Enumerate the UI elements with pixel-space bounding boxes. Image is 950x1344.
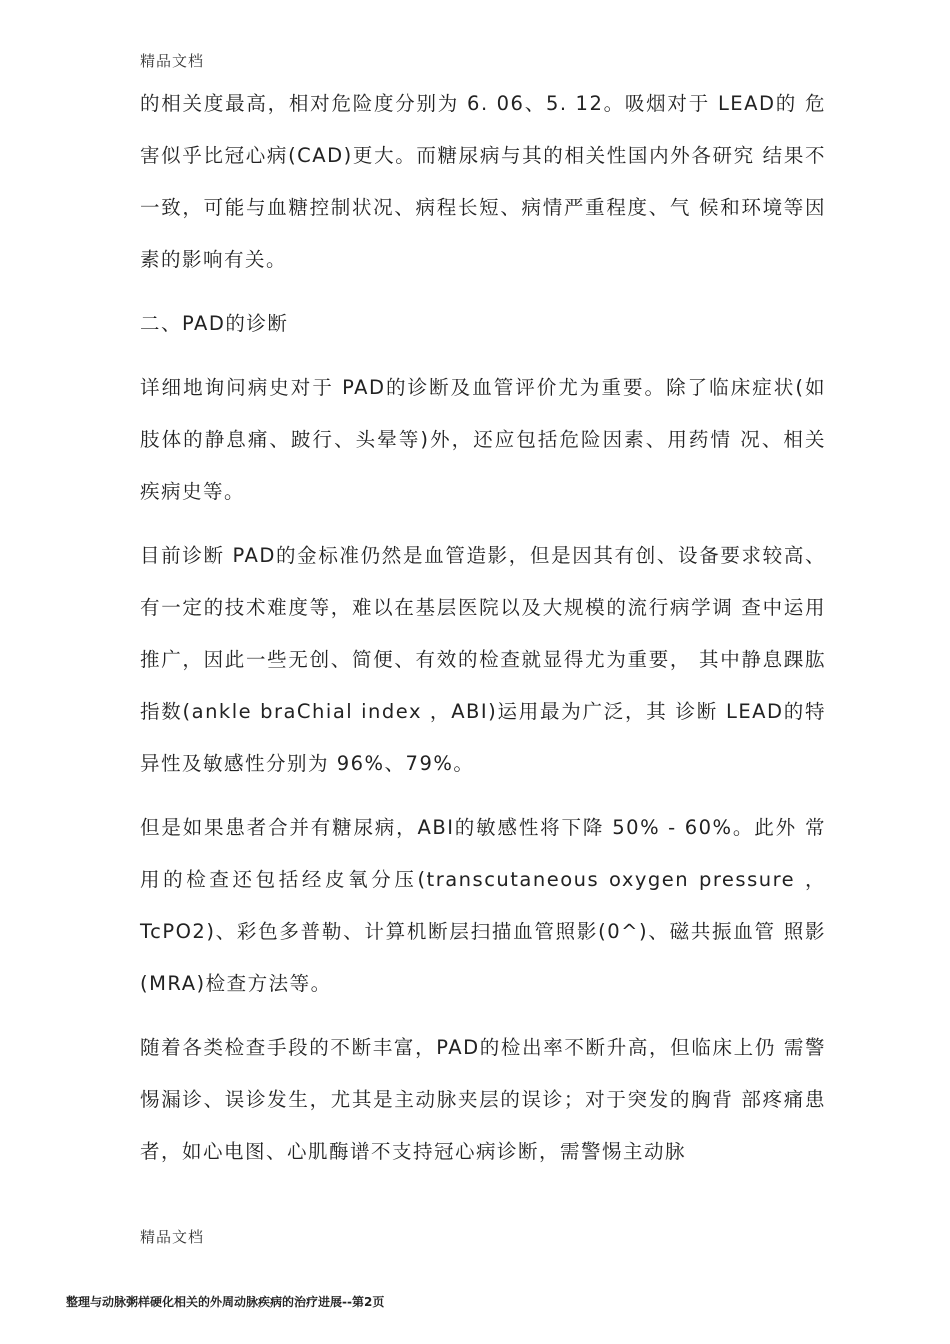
paragraph-history: 详细地询问病史对于 PAD的诊断及血管评价尤为重要。除了临床症状(如肢体的静息痛、跛行、头晕等)外，还应包括危险因素、用药情 况、相关疾病史等。 [140,376,826,503]
footer-label: 精品文档 [140,1228,205,1246]
section-heading: 二、PAD的诊断 [140,312,289,335]
paragraph-diagnosis-abi: 目前诊断 PAD的金标准仍然是血管造影，但是因其有创、设备要求较高、有一定的技术难度等，难以在基层医院以及大规模的流行病学调 查中运用推广，因此一些无创、简便、有效的检查就显得尤为重要， 其中静息踝肱指数(ankle braChial index ，ABI)运用最为广泛，其 诊断 LEAD的特异性及敏感性分别为 96%、79%。 [140,544,826,775]
paragraph-other-tests: 但是如果患者合并有糖尿病，ABI的敏感性将下降 50% - 60%。此外 常用的检查还包括经皮氧分压(transcutaneous oxygen pressure ，TcPO2)、彩色多普勒、计算机断层扫描血管照影(0^)、磁共振血管 照影(MRA)检查方法等。 [140,816,826,995]
document-body [140,78,826,1178]
paragraph-risk-factors: 的相关度最高，相对危险度分别为 6. 06、5. 12。吸烟对于 LEAD的 危害似乎比冠心病(CAD)更大。而糖尿病与其的相关性国内外各研究 结果不一致，可能与血糖控制状况、病程长短、病情严重程度、气 候和环境等因素的影响有关。 [140,92,826,271]
paragraph-misdiagnosis: 随着各类检查手段的不断丰富，PAD的检出率不断升高，但临床上仍 需警惕漏诊、误诊发生，尤其是主动脉夹层的误诊；对于突发的胸背 部疼痛患者，如心电图、心肌酶谱不支持冠心病诊断，需警惕主动脉 [140,1036,826,1163]
page-footer: 整理与动脉粥样硬化相关的外周动脉疾病的治疗进展--第2页 [66,1295,385,1309]
header-label: 精品文档 [140,52,205,70]
